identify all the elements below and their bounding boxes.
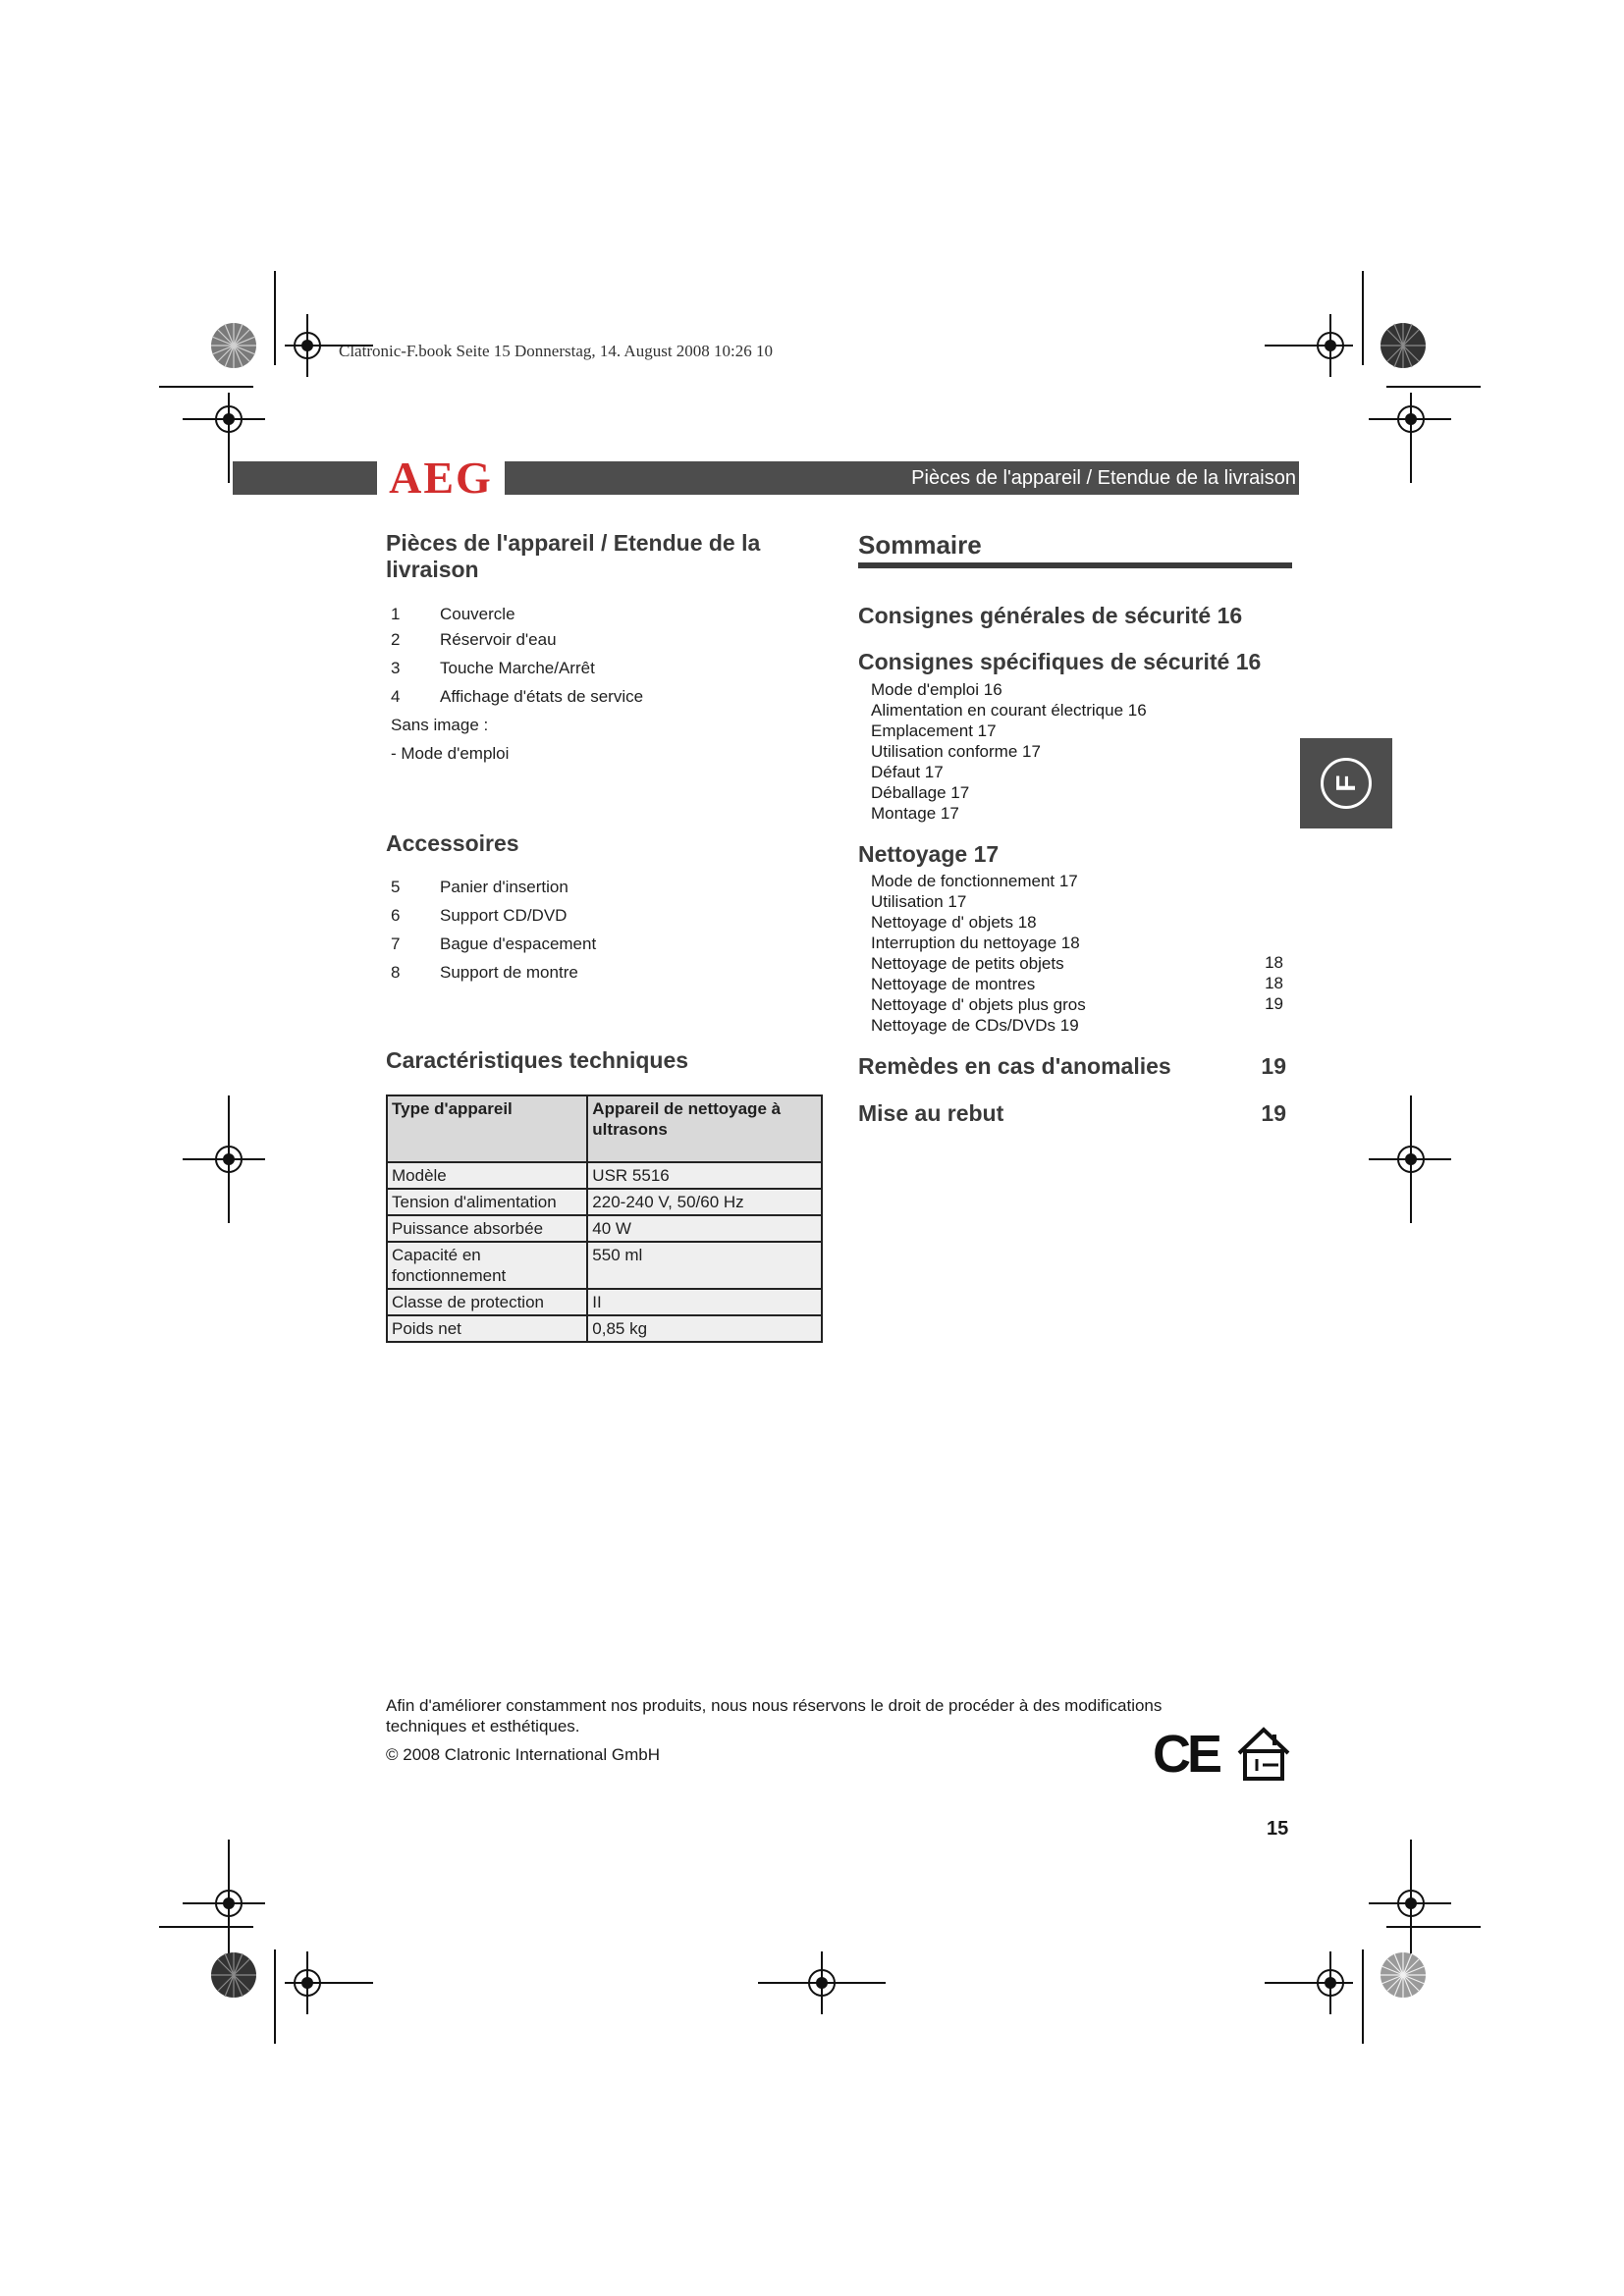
crop-line — [1362, 271, 1364, 365]
language-tab-letter: F — [1330, 774, 1361, 792]
toc-item: Nettoyage d' objets 18 — [871, 913, 1037, 932]
list-item: 8 Support de montre — [391, 963, 578, 982]
mode-emploi-item: - Mode d'emploi — [391, 744, 510, 763]
list-item: 1 Couvercle — [391, 605, 515, 623]
color-wheel-icon — [1380, 1951, 1427, 1999]
toc-section: Remèdes en cas d'anomalies 19 — [858, 1053, 1286, 1079]
table-cell: USR 5516 — [587, 1162, 822, 1189]
table-row — [387, 1162, 822, 1189]
registration-target-icon — [285, 1951, 373, 2014]
language-tab — [1300, 738, 1392, 828]
toc-section: Mise au rebut 19 — [858, 1100, 1286, 1126]
toc-item: Nettoyage de montres 18 — [871, 974, 1283, 993]
color-wheel-icon — [210, 322, 257, 369]
toc-item: Mode de fonctionnement 17 — [871, 872, 1078, 890]
list-item: 6 Support CD/DVD — [391, 906, 568, 925]
registration-target-icon — [1369, 1095, 1451, 1223]
copyright: © 2008 Clatronic International GmbH — [386, 1745, 660, 1764]
table-row — [387, 1289, 822, 1315]
list-item: 4 Affichage d'états de service — [391, 687, 644, 706]
table-cell: 220-240 V, 50/60 Hz — [587, 1189, 822, 1215]
toc-item: Utilisation conforme 17 — [871, 742, 1041, 761]
crop-line — [159, 386, 253, 388]
accessories-heading: Accessoires — [386, 830, 519, 856]
toc-item: Emplacement 17 — [871, 721, 997, 740]
toc-item: Montage 17 — [871, 804, 959, 823]
list-item: 5 Panier d'insertion — [391, 878, 568, 896]
list-item: 3 Touche Marche/Arrêt — [391, 659, 595, 677]
toc-sublist — [871, 871, 1283, 1036]
toc-item: Déballage 17 — [871, 783, 970, 802]
toc-item: Nettoyage de petits objets 18 — [871, 953, 1283, 973]
parts-list — [391, 605, 643, 773]
crop-line — [274, 1949, 276, 2044]
list-item: 2 Réservoir d'eau — [391, 630, 557, 649]
table-cell: II — [587, 1289, 822, 1315]
toc-item: Nettoyage d' objets plus gros 19 — [871, 994, 1283, 1014]
accessories-list — [391, 878, 596, 991]
parts-heading: Pièces de l'appareil / Etendue de la livraison — [386, 530, 761, 582]
footer-note: Afin d'améliorer constamment nos produits, nous nous réservons le droit de procéder à des modifications techniques et esthétiques. — [386, 1696, 1163, 1735]
table-cell: Poids net — [387, 1315, 587, 1342]
table-row — [387, 1189, 822, 1215]
table-cell: Modèle — [387, 1162, 587, 1189]
toc-section: Consignes spécifiques de sécurité 16 — [858, 649, 1262, 674]
table-row — [387, 1242, 822, 1289]
registration-target-icon — [1265, 1951, 1353, 2014]
table-header-row — [387, 1095, 822, 1162]
toc-item: Mode d'emploi 16 — [871, 680, 1002, 699]
ce-mark: CE — [1153, 1725, 1219, 1784]
table-cell: Classe de protection — [387, 1289, 587, 1315]
toc-rule — [858, 562, 1292, 568]
table-row — [387, 1215, 822, 1242]
toc-item: Utilisation 17 — [871, 892, 967, 911]
page-number: 15 — [1267, 1818, 1289, 1840]
color-wheel-icon — [1380, 322, 1427, 369]
table-header-cell: Type d'appareil — [387, 1095, 587, 1162]
toc-section: Nettoyage 17 — [858, 841, 1000, 867]
specs-heading: Caractéristiques techniques — [386, 1047, 689, 1073]
crop-line — [1362, 1949, 1364, 2044]
section-title: Pièces de l'appareil / Etendue de la livraison — [911, 467, 1296, 489]
toc-item: Défaut 17 — [871, 763, 944, 781]
table-cell: Capacité en fonctionnement — [387, 1242, 587, 1289]
registration-target-icon — [758, 1951, 886, 2014]
toc-section: Consignes générales de sécurité 16 — [858, 603, 1243, 628]
registration-target-icon — [285, 314, 373, 377]
registration-target-icon — [1265, 314, 1353, 377]
toc-title: Sommaire — [858, 530, 982, 560]
toc-item: Nettoyage de CDs/DVDs 19 — [871, 1016, 1079, 1035]
table-cell: 40 W — [587, 1215, 822, 1242]
print-header: Clatronic-F.book Seite 15 Donnerstag, 14. August 2008 10:26 10 — [339, 342, 774, 360]
table-header-cell: Appareil de nettoyage à ultrasons — [587, 1095, 822, 1162]
registration-target-icon — [1369, 393, 1451, 483]
toc-sublist — [871, 679, 1147, 824]
toc-item: Interruption du nettoyage 18 — [871, 934, 1080, 952]
sans-image-label: Sans image : — [391, 716, 489, 734]
registration-target-icon — [183, 1095, 265, 1223]
specs-table — [386, 1095, 823, 1343]
weee-house-icon — [1233, 1726, 1294, 1783]
list-item: 7 Bague d'espacement — [391, 934, 597, 953]
crop-line — [1386, 386, 1481, 388]
table-cell: Tension d'alimentation — [387, 1189, 587, 1215]
table-row — [387, 1315, 822, 1342]
table-cell: 0,85 kg — [587, 1315, 822, 1342]
crop-line — [274, 271, 276, 365]
brand-logo: AEG — [377, 454, 505, 501]
table-cell: 550 ml — [587, 1242, 822, 1289]
registration-target-icon — [183, 1840, 265, 1967]
color-wheel-icon — [210, 1951, 257, 1999]
registration-target-icon — [1369, 1840, 1451, 1967]
toc-item: Alimentation en courant électrique 16 — [871, 701, 1147, 720]
table-cell: Puissance absorbée — [387, 1215, 587, 1242]
